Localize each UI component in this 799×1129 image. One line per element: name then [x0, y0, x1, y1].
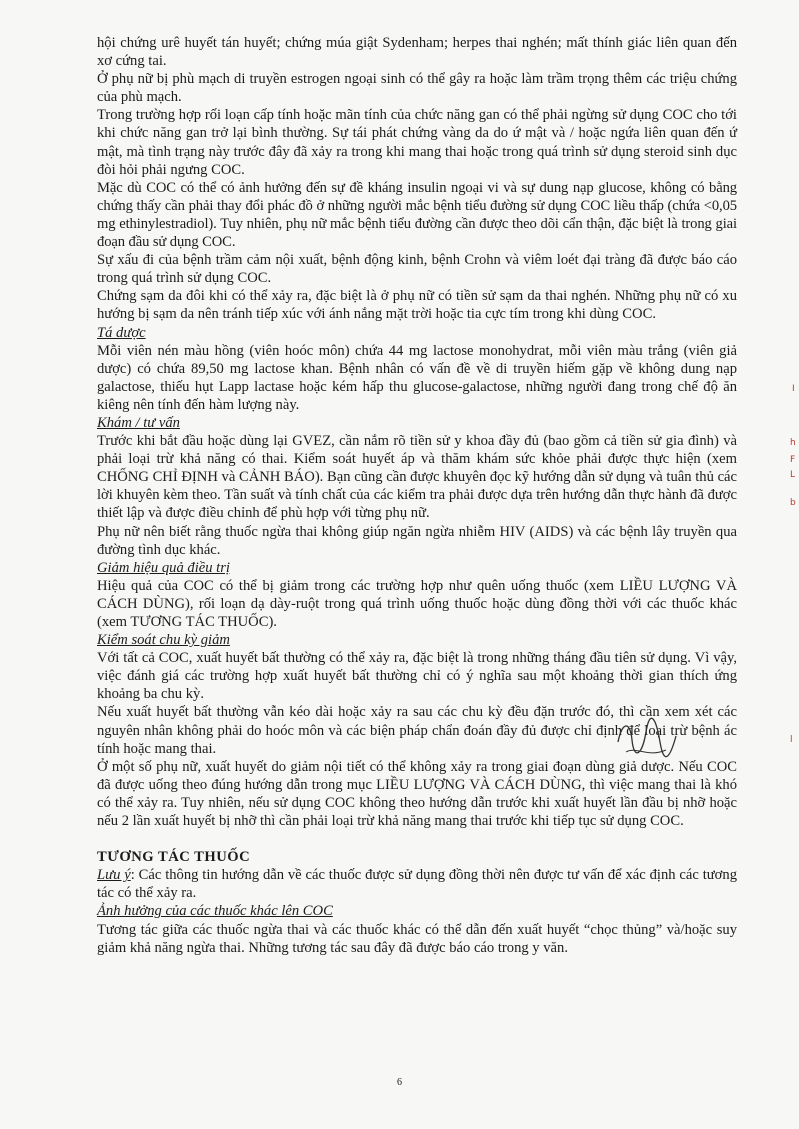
paragraph: Phụ nữ nên biết rằng thuốc ngừa thai không giúp ngăn ngừa nhiễm HIV (AIDS) và các bệnh lây truyền qua đường tình dục khác.: [97, 523, 737, 558]
paragraph: Hiệu quả của COC có thể bị giảm trong các trường hợp như quên uống thuốc (xem LIỀU LƯỢNG VÀ CÁCH DÙNG), rối loạn dạ dày-ruột trong quá trình uống thuốc hoặc dùng đồng thời với các thuốc khác (xem TƯƠNG TÁC THUỐC).: [97, 577, 737, 630]
note-paragraph: [97, 866, 737, 902]
margin-mark: I: [792, 384, 795, 394]
paragraph: Với tất cả COC, xuất huyết bất thường có thể xảy ra, đặc biệt là trong những tháng đầu tiên sử dụng. Vì vậy, việc đánh giá các trường hợp xuất huyết bất thường chỉ có ý nghĩa sau một khoảng thời gian thích ứng khoảng ba chu kỳ.: [97, 650, 737, 703]
margin-mark: F: [790, 455, 796, 465]
subheading-efficacy: Giảm hiệu quả điều trị: [97, 559, 230, 576]
handwritten-scribble: [612, 712, 682, 764]
note-label: Lưu ý: [97, 867, 131, 884]
paragraph: Trước khi bắt đầu hoặc dùng lại GVEZ, cần nắm rõ tiền sử y khoa đầy đủ (bao gồm cả tiền sử gia đình) và phải loại trừ khả năng có thai. Kiểm soát huyết áp và thăm khám sức khỏe phải được thực hiện (xem CHỐNG CHỈ ĐỊNH và CẢNH BÁO). Bạn cũng cần được khuyên đọc kỹ hướng dẫn sử dụng và tuân thủ các lời khuyên kèm theo. Tần suất và tính chất của các kiểm tra phải được dựa trên hướng dẫn thực hành đã được thiết lập và được điều chỉnh để phù hợp với từng phụ nữ.: [97, 433, 737, 522]
note-text: : Các thông tin hướng dẫn về các thuốc được sử dụng đồng thời nên được tư vấn để xác định các tương tác có thể xảy ra.: [97, 867, 737, 902]
margin-mark: l: [790, 735, 793, 745]
subheading-excipients: Tá dược: [97, 324, 146, 341]
paragraph: Sự xấu đi của bệnh trầm cảm nội xuất, bệnh động kinh, bệnh Crohn và viêm loét đại tràng đã được báo cáo trong quá trình sử dụng COC.: [97, 252, 737, 287]
margin-mark: b: [790, 498, 796, 508]
subheading-exam: Khám / tư vấn: [97, 414, 180, 431]
paragraph: Mỗi viên nén màu hồng (viên hoóc môn) chứa 44 mg lactose monohydrat, mỗi viên màu trắng (viên giả dược) có chứa 89,50 mg lactose khan. Bệnh nhân có vấn đề về di truyền hiếm gặp về không dung nạp galactose, thiếu hụt Lapp lactase hoặc kém hấp thu glucose-galactose, những người đang trong chế độ ăn kiêng nên tính đến hàm lượng này.: [97, 342, 737, 413]
margin-mark: h: [790, 438, 796, 448]
paragraph: Ở phụ nữ bị phù mạch di truyền estrogen ngoại sinh có thể gây ra hoặc làm trầm trọng thêm các triệu chứng của phù mạch.: [97, 71, 737, 106]
page-number: 6: [397, 1077, 402, 1088]
document-page: [97, 34, 737, 957]
paragraph: Trong trường hợp rối loạn cấp tính hoặc mãn tính của chức năng gan có thể phải ngừng sử dụng COC cho tới khi chức năng gan trở lại bình thường. Sự tái phát chứng vàng da do ứ mật và / hoặc ngứa liên quan đến ứ mật, mà tình trạng này trước đây đã xảy ra trong khi mang thai hoặc trong quá trình sử dụng steroid sinh dục đòi hỏi phải ngưng COC.: [97, 107, 737, 178]
subheading-other-drugs: Ảnh hưởng của các thuốc khác lên COC: [97, 903, 333, 920]
paragraph: Chứng sạm da đôi khi có thể xảy ra, đặc biệt là ở phụ nữ có tiền sử sạm da thai nghén. Những phụ nữ có xu hướng bị sạm da nên tránh tiếp xúc với ánh nắng mặt trời hoặc tia cực tím trong khi dùng COC.: [97, 288, 737, 323]
paragraph: Ở một số phụ nữ, xuất huyết do giảm nội tiết có thể không xảy ra trong giai đoạn dùng giả dược. Nếu COC đã được uống theo đúng hướng dẫn trong mục LIỀU LƯỢNG VÀ CÁCH DÙNG, thì việc mang thai là khó có thể xảy ra. Tuy nhiên, nếu sử dụng COC không theo hướng dẫn trước khi xuất huyết lần đầu bị nhỡ hoặc nếu 2 lần xuất huyết bị nhỡ thì cần phải loại trừ khả năng mang thai trước khi tiếp tục sử dụng COC.: [97, 758, 737, 830]
paragraph: Tương tác giữa các thuốc ngừa thai và các thuốc khác có thể dẫn đến xuất huyết “chọc thủng” và/hoặc suy giảm khả năng ngừa thai. Những tương tác sau đây đã được báo cáo trong y văn.: [97, 921, 737, 956]
section-heading: TƯƠNG TÁC THUỐC: [97, 849, 251, 866]
paragraph: Nếu xuất huyết bất thường vẫn kéo dài hoặc xảy ra sau các chu kỳ đều đặn trước đó, thì cần xem xét các nguyên nhân không phải do hoóc môn và các biện pháp chẩn đoán đầy đủ được chỉ định để loại trừ bệnh ác tính hoặc mang thai.: [97, 704, 737, 757]
paragraph: hội chứng urê huyết tán huyết; chứng múa giật Sydenham; herpes thai nghén; mất thính giác liên quan đến xơ cứng tai.: [97, 35, 737, 70]
margin-mark: L: [790, 470, 796, 480]
subheading-cycle: Kiểm soát chu kỳ giảm: [97, 632, 230, 649]
paragraph: Mặc dù COC có thể có ảnh hưởng đến sự đề kháng insulin ngoại vi và sự dung nạp glucose, không có bằng chứng thấy cần phải thay đổi phác đồ ở những người mắc bệnh tiểu đường sử dụng COC liều thấp (chứa <0,05 mg ethinylestradiol). Tuy nhiên, phụ nữ mắc bệnh tiểu đường cần được theo dõi cẩn thận, đặc biệt là trong giai đoạn đầu sử dụng COC.: [97, 179, 737, 251]
